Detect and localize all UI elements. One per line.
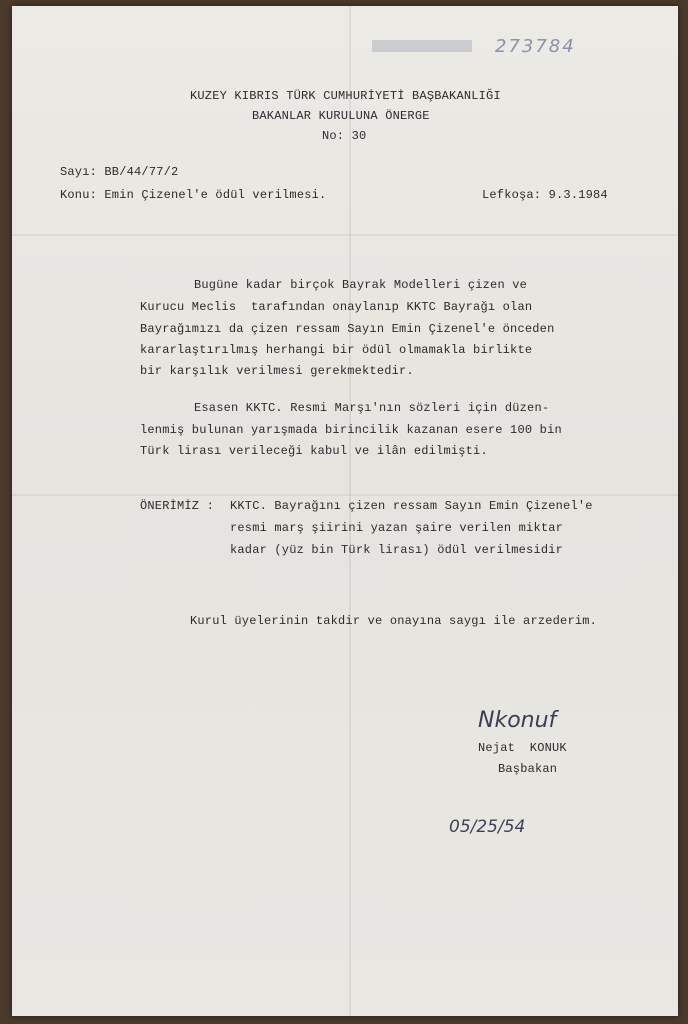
paragraph-1-line: Bayrağımızı da çizen ressam Sayın Emin Çizenel'e önceden xyxy=(140,322,555,336)
paragraph-1-line: bir karşılık verilmesi gerekmektedir. xyxy=(140,364,414,378)
proposal-line: KKTC. Bayrağını çizen ressam Sayın Emin Çizenel'e xyxy=(230,499,593,513)
reference-number: Sayı: BB/44/77/2 xyxy=(60,165,179,179)
signatory-name: Nejat KONUK xyxy=(478,741,567,755)
paragraph-1-line: kararlaştırılmış herhangi bir ödül olmamakla birlikte xyxy=(140,343,533,357)
paragraph-2-line: Esasen KKTC. Resmi Marşı'nın sözleri için düzen- xyxy=(194,401,550,415)
archive-number: 273784 xyxy=(495,36,576,57)
header-line-2: BAKANLAR KURULUNA ÖNERGE xyxy=(252,109,430,123)
paragraph-2-line: lenmiş bulunan yarışmada birincilik kazanan esere 100 bin xyxy=(140,423,562,437)
paragraph-1-line: Bugüne kadar birçok Bayrak Modelleri çizen ve xyxy=(194,278,528,292)
signatory-title: Başbakan xyxy=(498,762,558,776)
place-date: Lefkoşa: 9.3.1984 xyxy=(482,188,608,202)
fold-crease-horizontal xyxy=(12,234,678,236)
paragraph-2-line: Türk lirası verileceği kabul ve ilân edilmişti. xyxy=(140,444,488,458)
proposal-label: ÖNERİMİZ : xyxy=(140,499,215,513)
subject-line: Konu: Emin Çizenel'e ödül verilmesi. xyxy=(60,188,327,202)
header-line-3: No: 30 xyxy=(322,129,367,143)
proposal-line: resmi marş şiirini yazan şaire verilen miktar xyxy=(230,521,564,535)
faint-stamp xyxy=(372,40,472,52)
handwritten-signature: Nkonuf xyxy=(478,708,557,733)
header-line-1: KUZEY KIBRIS TÜRK CUMHURİYETİ BAŞBAKANLIĞI xyxy=(190,89,501,103)
fold-crease-horizontal xyxy=(12,494,678,496)
closing-line: Kurul üyelerinin takdir ve onayına saygı ile arzederim. xyxy=(190,614,598,628)
paragraph-1-line: Kurucu Meclis tarafından onaylanıp KKTC Bayrağı olan xyxy=(140,300,533,314)
proposal-line: kadar (yüz bin Türk lirası) ödül verilmesidir xyxy=(230,543,564,557)
handwritten-note: 05/25/54 xyxy=(449,817,526,837)
